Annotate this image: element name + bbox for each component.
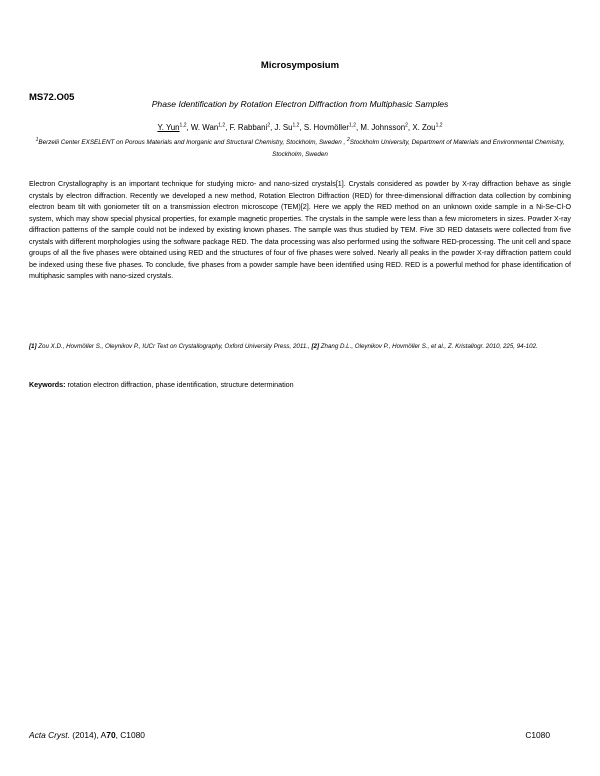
author-name: Y. Yun bbox=[157, 123, 180, 132]
keywords-text: rotation electron diffraction, phase identification, structure determination bbox=[65, 381, 294, 389]
section-header: Microsymposium bbox=[260, 60, 340, 71]
author-name: S. Hovmöller bbox=[303, 123, 350, 132]
abstract-id: MS72.O05 bbox=[29, 92, 75, 103]
reference-text: Zou X.D., Hovmöller S., Oleynikov P., IUCr Text on Crystallography, Oxford University Press, 2011., bbox=[36, 343, 312, 350]
volume: 70 bbox=[106, 730, 116, 740]
abstract-body: Electron Crystallography is an important technique for studying micro- and nano-sized crystals[1]. Crystals considered as powder by X-ray diffraction behave as single crystals by electron diffraction. Recently we developed a new method, Rotation Electron Diffraction (RED) for three-dimensional diffraction data collection by combining electron beam tilt with goniometer tilt on a transmission electron microscope (TEM)[2]. Here we apply the RED method on an unknown oxide sample in a Ni-Se-Cl-O system, which may show special physical properties, for example magnetic properties. The crystals in the sample were less than a few micrometers in sizes. Powder X-ray diffraction patterns of the sample could not be indexed by existing known phases. The sample was thus studied by TEM. Five 3D RED datasets were collected from five crystals with different morphologies using the software package RED. The data processing was also performed using the software RED-processing. The unit cell and space groups of all the five phases were obtained using RED and the structures of four of five phases were solved. Nearly all peaks in the powder X-ray diffraction pattern could be indexed using these five phases. To conclude, five phases from a powder sample have been identified using RED. RED is a powerful method for phase identification of multiphasic samples with nano-sized crystals. bbox=[29, 180, 571, 281]
author-name: W. Wan bbox=[190, 123, 219, 132]
author-affil-sup: 2 bbox=[405, 122, 408, 129]
author-name: X. Zou bbox=[412, 123, 436, 132]
affil-sup: 2 bbox=[346, 136, 350, 143]
author-name: F. Rabbani bbox=[229, 123, 268, 132]
keywords bbox=[29, 381, 571, 389]
page-number: C1080 bbox=[525, 730, 550, 740]
reference-text: Zhang D.L., Oleynikov P., Hovmöller S., et al., Z. Kristallogr. 2010, 225, 94-102. bbox=[319, 343, 538, 350]
author-affil-sup: 1,2 bbox=[179, 122, 187, 129]
references bbox=[29, 341, 571, 353]
affil-sup: 1 bbox=[35, 136, 39, 143]
affiliation: Stockholm University, Department of Materials and Environmental Chemistry, Stockholm, Sweden bbox=[272, 139, 565, 158]
author-name: M. Johnsson bbox=[360, 123, 406, 132]
reference-marker: [1] bbox=[29, 343, 37, 350]
affiliations bbox=[35, 137, 565, 160]
author-affil-sup: 1,2 bbox=[218, 122, 226, 129]
footer-citation: Acta Cryst. (2014), A70, C1080 bbox=[29, 730, 145, 740]
author-affil-sup: 1,2 bbox=[435, 122, 443, 129]
reference-marker: [2] bbox=[311, 343, 319, 350]
affiliation: Berzelii Center EXSELENT on Porous Materials and Inorganic and Structural Chemistry, Stockholm, Sweden , bbox=[38, 139, 347, 146]
journal-name: Acta Cryst. bbox=[29, 730, 70, 740]
abstract-title: Phase Identification by Rotation Electron Diffraction from Multiphasic Samples bbox=[151, 99, 449, 109]
author-list: Y. Yun$^{1,2}$, W. Wan$^{1,2}$, F. Rabbani$^2$, J. Su$^{1,2}$, S. Hovmöller$^{1,2}$, M. Johnsson$^2$, X. Zou$^{1,2}$ bbox=[157, 122, 443, 132]
author-affil-sup: 2 bbox=[267, 122, 271, 129]
keywords-label: Keywords: bbox=[29, 381, 66, 389]
author-name: J. Su bbox=[274, 123, 293, 132]
author-affil-sup: 1,2 bbox=[292, 122, 300, 129]
author-affil-sup: 1,2 bbox=[349, 122, 356, 129]
